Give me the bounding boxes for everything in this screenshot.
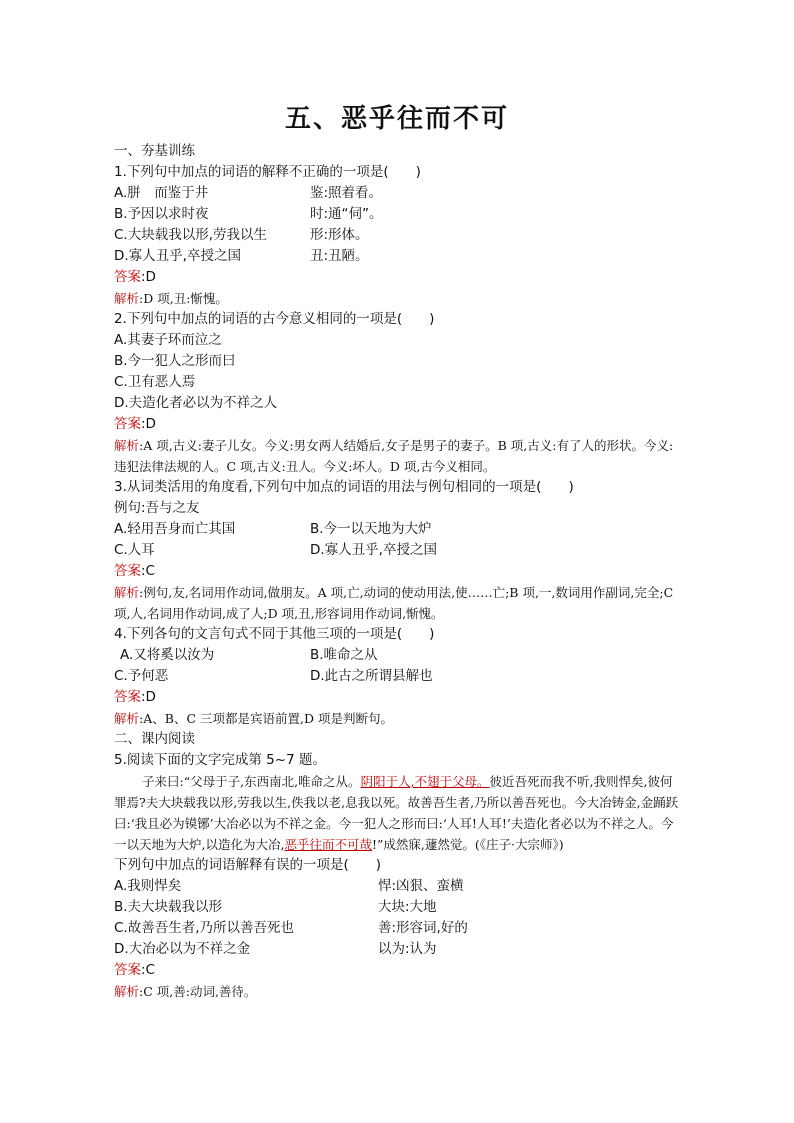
page-title: 五、恶乎往而不可 bbox=[284, 104, 509, 134]
explanation-text: :A 项,古义:妻子儿女。今义:男女两人结婚后,女子是男子的妻子。B 项,古义:有了人的形状。今义:违犯法律法规的人。C 项,古义:丑人。今义:坏人。D 项,古今义相同。 bbox=[114, 438, 674, 474]
option-note: 悍:凶狠、蛮横 bbox=[378, 878, 464, 894]
question-1-stem: 1.下列句中加点的词语的解释不正确的一项是( ) bbox=[114, 164, 421, 180]
question-1-option bbox=[114, 183, 682, 204]
option-text: B.予因以求时夜 bbox=[114, 206, 209, 222]
option-note: 以为:认为 bbox=[378, 941, 437, 957]
answer-value: :D bbox=[141, 416, 156, 432]
question-3-option-row bbox=[114, 519, 682, 540]
option-text: A.又将奚以汝为 bbox=[120, 647, 215, 663]
question-1-option bbox=[114, 225, 682, 246]
explanation-text: :D 项,丑:惭愧。 bbox=[139, 291, 228, 306]
answer-line bbox=[114, 687, 682, 708]
section-heading: 二、课内阅读 bbox=[114, 731, 195, 747]
answer-value: :C bbox=[141, 962, 155, 978]
question-3-example: 例句:吾与之友 bbox=[114, 500, 200, 516]
answer-label: 答案 bbox=[114, 563, 141, 579]
question-5-option bbox=[114, 939, 682, 960]
explanation-line bbox=[114, 981, 682, 1002]
option-text: D.此古之所谓县解也 bbox=[310, 668, 433, 684]
explanation-label: 解析 bbox=[114, 291, 140, 306]
option-text: C.大块载我以形,劳我以生 bbox=[114, 227, 268, 243]
answer-value: :D bbox=[141, 269, 156, 285]
question-2-stem: 2.下列句中加点的词语的古今意义相同的一项是( ) bbox=[114, 311, 435, 327]
explanation-label: 解析 bbox=[114, 585, 140, 600]
explanation-line bbox=[114, 288, 682, 309]
question-5-option bbox=[114, 918, 682, 939]
explanation-label: 解析 bbox=[114, 984, 140, 999]
passage-highlight: 阴阳于人,不翅于父母。 bbox=[360, 774, 490, 789]
option-text: B.今一以天地为大炉 bbox=[310, 521, 432, 537]
reading-passage bbox=[114, 771, 682, 855]
answer-label: 答案 bbox=[114, 962, 141, 978]
option-note: 形:形体。 bbox=[310, 227, 369, 243]
passage-text: 彼近吾死而我不听,我则悍矣,彼何罪焉?夫大块载我以形,劳我以生,佚我以老,息我以死。故善吾生者,乃所以善吾死也。今大冶铸金,金踊跃曰:‘我且必为镆铘’大冶必以为不祥之金。今一犯人之形而曰:‘人耳!人耳!’夫造化者必以为不祥之人。今一以天地为大炉,以造化为大冶, bbox=[114, 774, 679, 852]
option-text: A.我则悍矣 bbox=[114, 878, 182, 894]
passage-highlight: 恶乎往而不可哉 bbox=[284, 837, 372, 852]
answer-line bbox=[114, 267, 682, 288]
option-text: C.予何恶 bbox=[114, 668, 169, 684]
passage-text: !”成然寐,蘧然觉。(《庄子·大宗师》) bbox=[371, 837, 564, 852]
question-4-option-row bbox=[114, 666, 682, 687]
option-text: C.人耳 bbox=[114, 542, 155, 558]
question-2-option: D.夫造化者必以为不祥之人 bbox=[114, 395, 278, 411]
option-text: D.大冶必以为不祥之金 bbox=[114, 941, 251, 957]
option-text: B.唯命之从 bbox=[310, 647, 378, 663]
answer-line bbox=[114, 561, 682, 582]
option-text: A.轻用吾身而亡其国 bbox=[114, 521, 236, 537]
question-4-stem: 4.下列各句的文言句式不同于其他三项的一项是( ) bbox=[114, 626, 435, 642]
section-heading: 一、夯基训练 bbox=[114, 143, 195, 159]
explanation-line bbox=[114, 708, 682, 729]
option-note: 时:通“伺”。 bbox=[310, 206, 383, 222]
answer-line bbox=[114, 414, 682, 435]
explanation-text: :A、B、C 三项都是宾语前置,D 项是判断句。 bbox=[139, 711, 393, 726]
question-3-stem: 3.从词类活用的角度看,下列句中加点的词语的用法与例句相同的一项是( ) bbox=[114, 479, 574, 495]
worksheet-content bbox=[114, 141, 682, 1002]
question-5-option bbox=[114, 897, 682, 918]
option-text: A.胼 而鉴于井 bbox=[114, 185, 209, 201]
question-2-option: C.卫有恶人焉 bbox=[114, 374, 196, 390]
question-5-stem: 5.阅读下面的文字完成第 5~7 题。 bbox=[114, 752, 326, 768]
question-1-option bbox=[114, 204, 682, 225]
option-text: D.寡人丑乎,卒授之国 bbox=[310, 542, 437, 558]
explanation-line bbox=[114, 435, 682, 477]
option-text: B.夫大块载我以形 bbox=[114, 899, 223, 915]
answer-label: 答案 bbox=[114, 689, 141, 705]
question-2-option: A.其妻子环而泣之 bbox=[114, 332, 222, 348]
option-text: D.寡人丑乎,卒授之国 bbox=[114, 248, 241, 264]
question-3-option-row bbox=[114, 540, 682, 561]
passage-text: 子来曰:“父母于子,东西南北,唯命之从。 bbox=[142, 774, 361, 789]
question-1-option bbox=[114, 246, 682, 267]
option-note: 大块:大地 bbox=[378, 899, 437, 915]
explanation-label: 解析 bbox=[114, 438, 140, 453]
option-note: 鉴:照着看。 bbox=[310, 185, 383, 201]
question-5-option bbox=[114, 876, 682, 897]
question-2-option: B.今一犯人之形而曰 bbox=[114, 353, 236, 369]
question-4-option-row bbox=[114, 645, 682, 666]
explanation-text: :C 项,善:动词,善待。 bbox=[139, 984, 257, 999]
option-note: 善:形容词,好的 bbox=[378, 920, 468, 936]
question-5-sub-stem: 下列句中加点的词语解释有误的一项是( ) bbox=[114, 857, 382, 873]
explanation-label: 解析 bbox=[114, 711, 140, 726]
answer-value: :D bbox=[141, 689, 156, 705]
answer-label: 答案 bbox=[114, 269, 141, 285]
option-text: C.故善吾生者,乃所以善吾死也 bbox=[114, 920, 295, 936]
option-note: 丑:丑陋。 bbox=[310, 248, 369, 264]
answer-value: :C bbox=[141, 563, 155, 579]
answer-line bbox=[114, 960, 682, 981]
answer-label: 答案 bbox=[114, 416, 141, 432]
explanation-text: :例句,友,名词用作动词,做朋友。A 项,亡,动词的使动用法,使……亡;B 项,一,数词用作副词,完全;C 项,人,名词用作动词,成了人;D 项,丑,形容词用作动词,惭愧。 bbox=[114, 585, 674, 621]
explanation-line bbox=[114, 582, 682, 624]
